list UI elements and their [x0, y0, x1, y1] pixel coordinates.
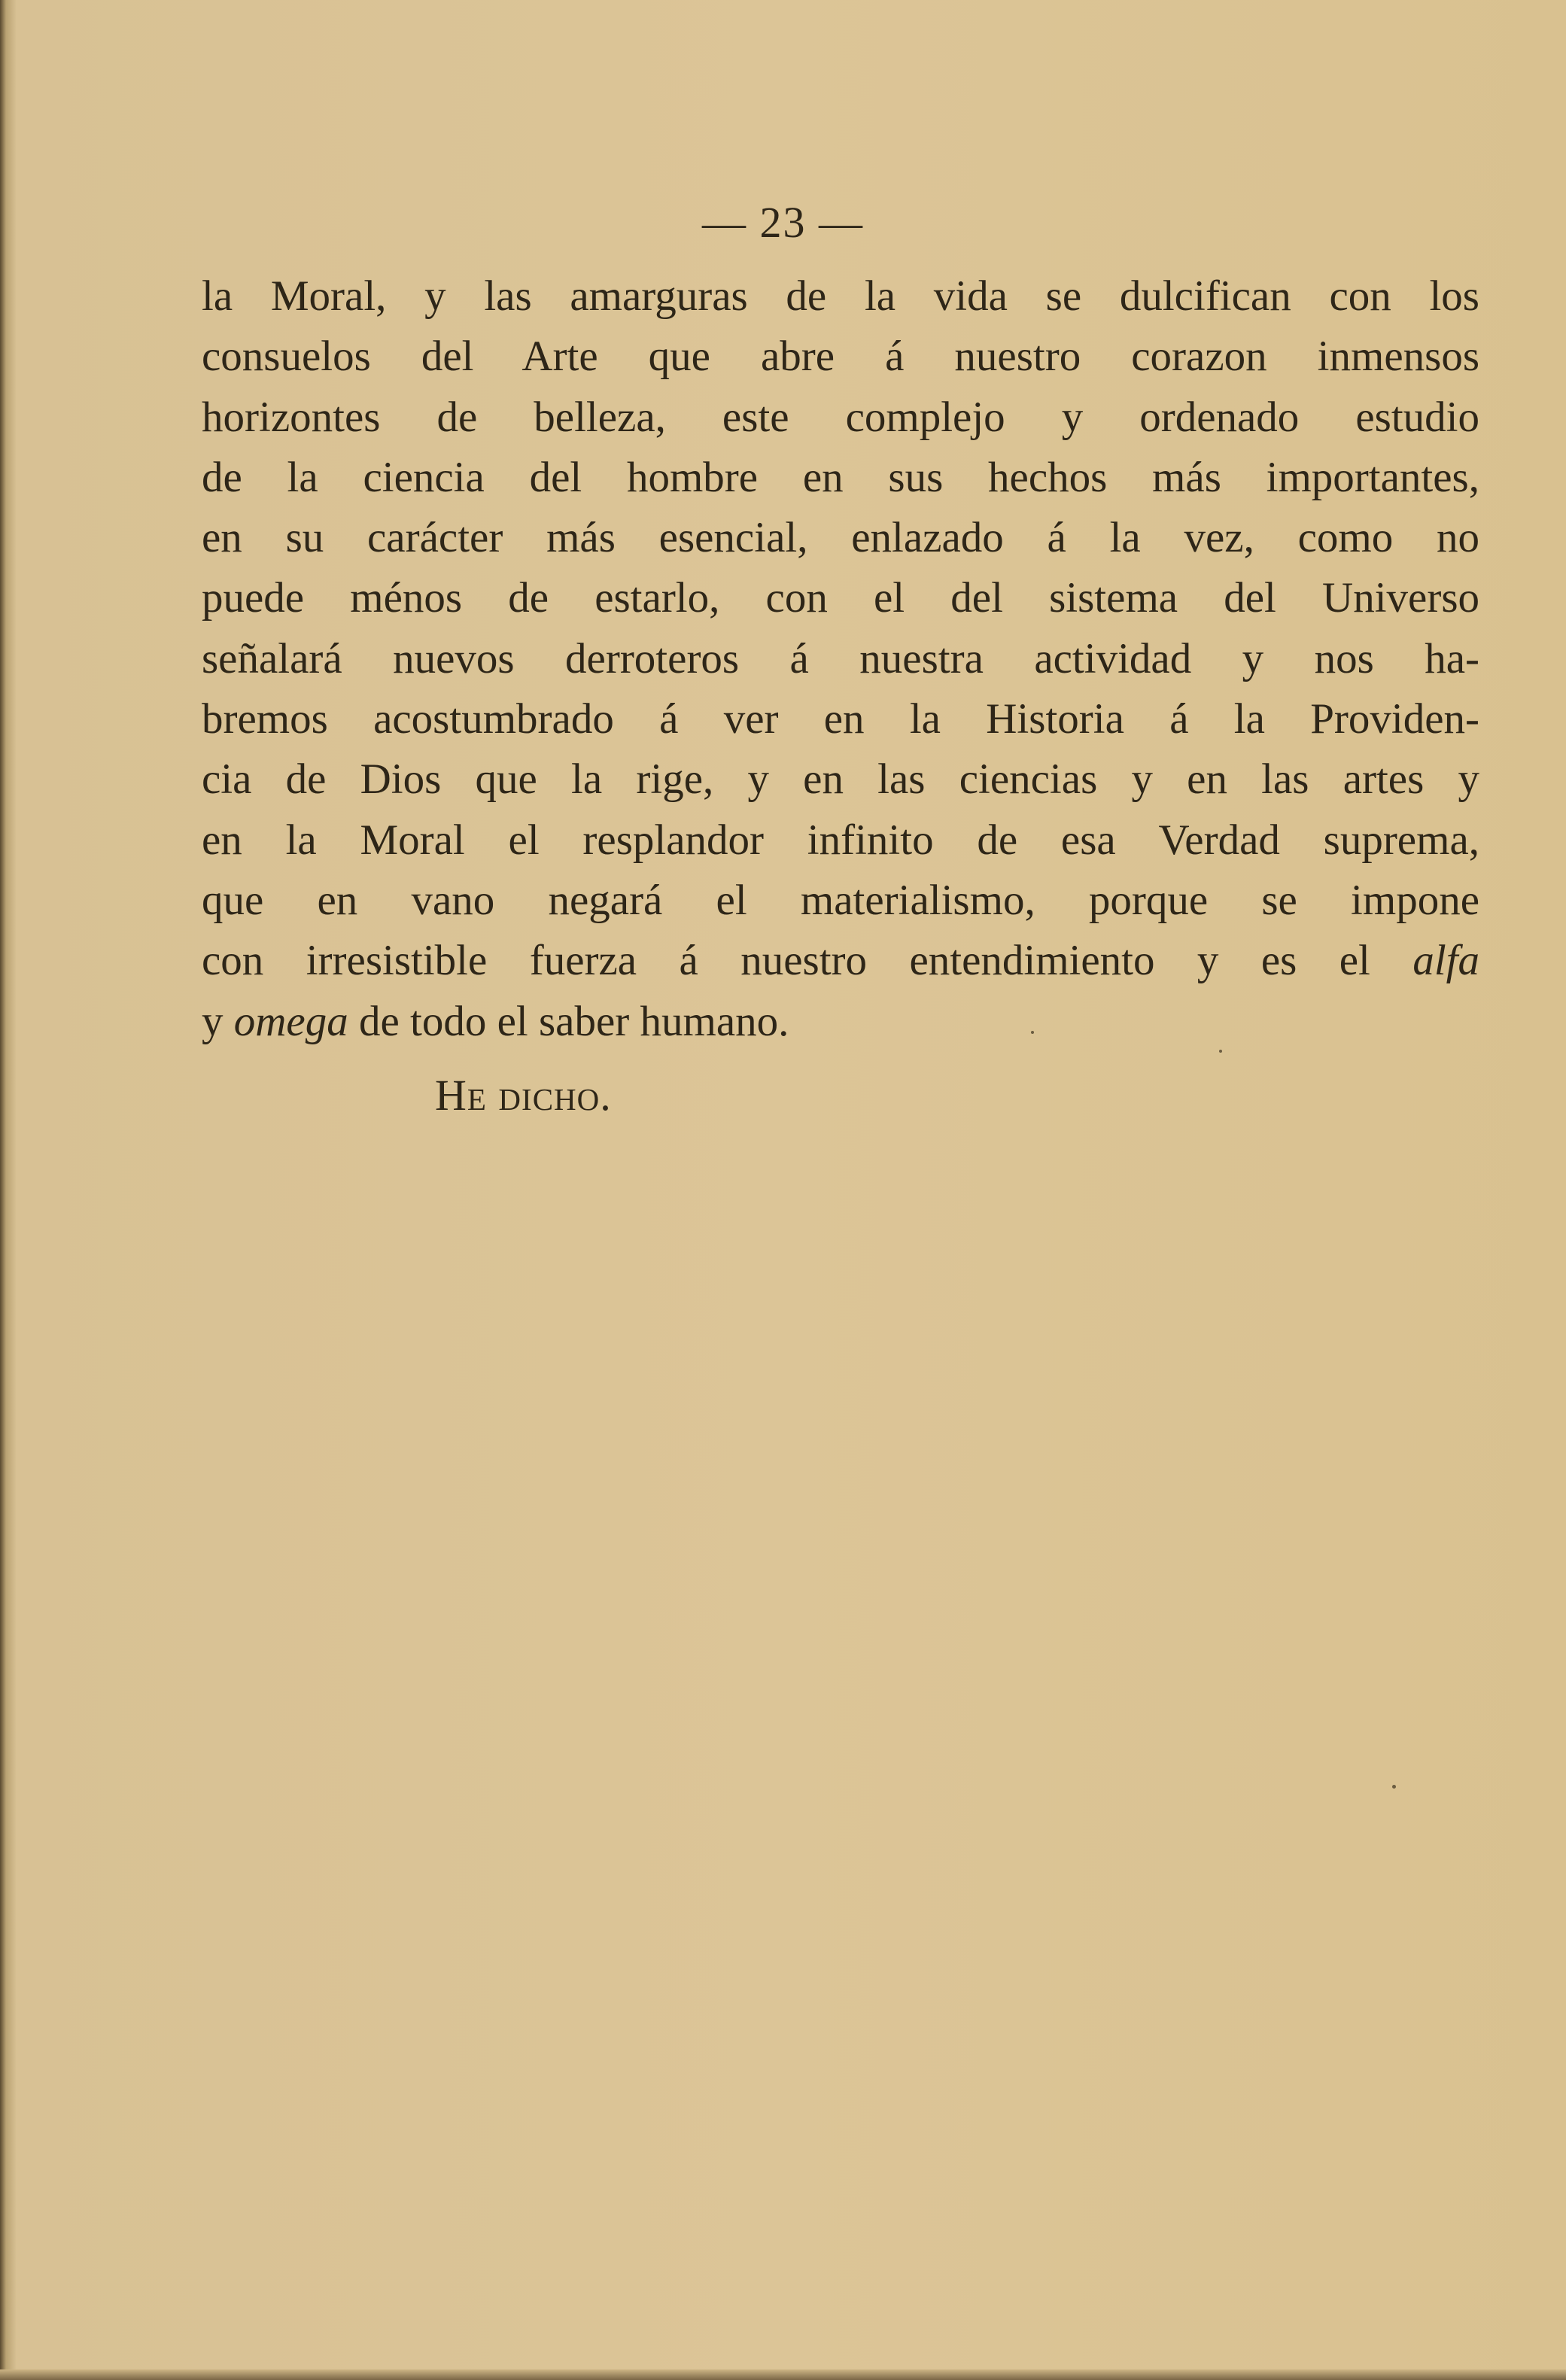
line-text: en su carácter más esencial, enlazado á la vez, como no	[202, 514, 1479, 562]
text-line	[202, 394, 1479, 454]
paper-speck	[1031, 1031, 1034, 1034]
line-text: consuelos del Arte que abre á nuestro corazon inmensos	[202, 333, 1479, 381]
body-paragraph	[202, 272, 1479, 1058]
text-line	[202, 998, 1479, 1058]
italic-word: omega	[233, 997, 348, 1045]
line-text: señalará nuevos derroteros á nuestra actividad y nos ha-	[202, 634, 1479, 682]
line-text: puede ménos de estarlo, con el del sistema del Universo	[202, 574, 1479, 622]
page-number: — 23 —	[702, 198, 864, 247]
line-text: y	[202, 997, 223, 1045]
paper-speck	[1392, 1785, 1396, 1789]
text-line	[202, 877, 1479, 937]
line-text: bremos acostumbrado á ver en la Historia á la Providen-	[202, 695, 1479, 743]
paper-speck	[1219, 1050, 1222, 1053]
line-text: que en vano negará el materialismo, porque se impone	[202, 876, 1479, 924]
line-text: de la ciencia del hombre en sus hechos más importantes,	[202, 453, 1479, 501]
text-line	[202, 514, 1479, 574]
text-line	[202, 695, 1479, 755]
page-bottom-edge	[0, 2369, 1566, 2380]
text-line	[202, 574, 1479, 634]
text-line	[202, 454, 1479, 514]
line-text: la Moral, y las amarguras de la vida se dulcifican con los	[202, 272, 1479, 320]
line-text: de todo el saber humano.	[358, 997, 789, 1045]
text-line	[202, 333, 1479, 393]
text-line	[202, 635, 1479, 695]
text-line	[202, 755, 1479, 816]
line-text: con irresistible fuerza á nuestro entendimiento y es el	[202, 937, 1370, 985]
line-text: horizontes de belleza, este complejo y ordenado estudio	[202, 393, 1479, 441]
line-text: cia de Dios que la rige, y en las ciencias y en las artes y	[202, 755, 1479, 804]
italic-word: alfa	[1412, 937, 1479, 985]
text-line	[202, 816, 1479, 877]
text-line	[202, 937, 1479, 997]
text-line	[202, 272, 1479, 333]
closing-signature: He dicho.	[435, 1071, 612, 1120]
line-text: en la Moral el resplandor infinito de esa Verdad suprema,	[202, 816, 1479, 864]
